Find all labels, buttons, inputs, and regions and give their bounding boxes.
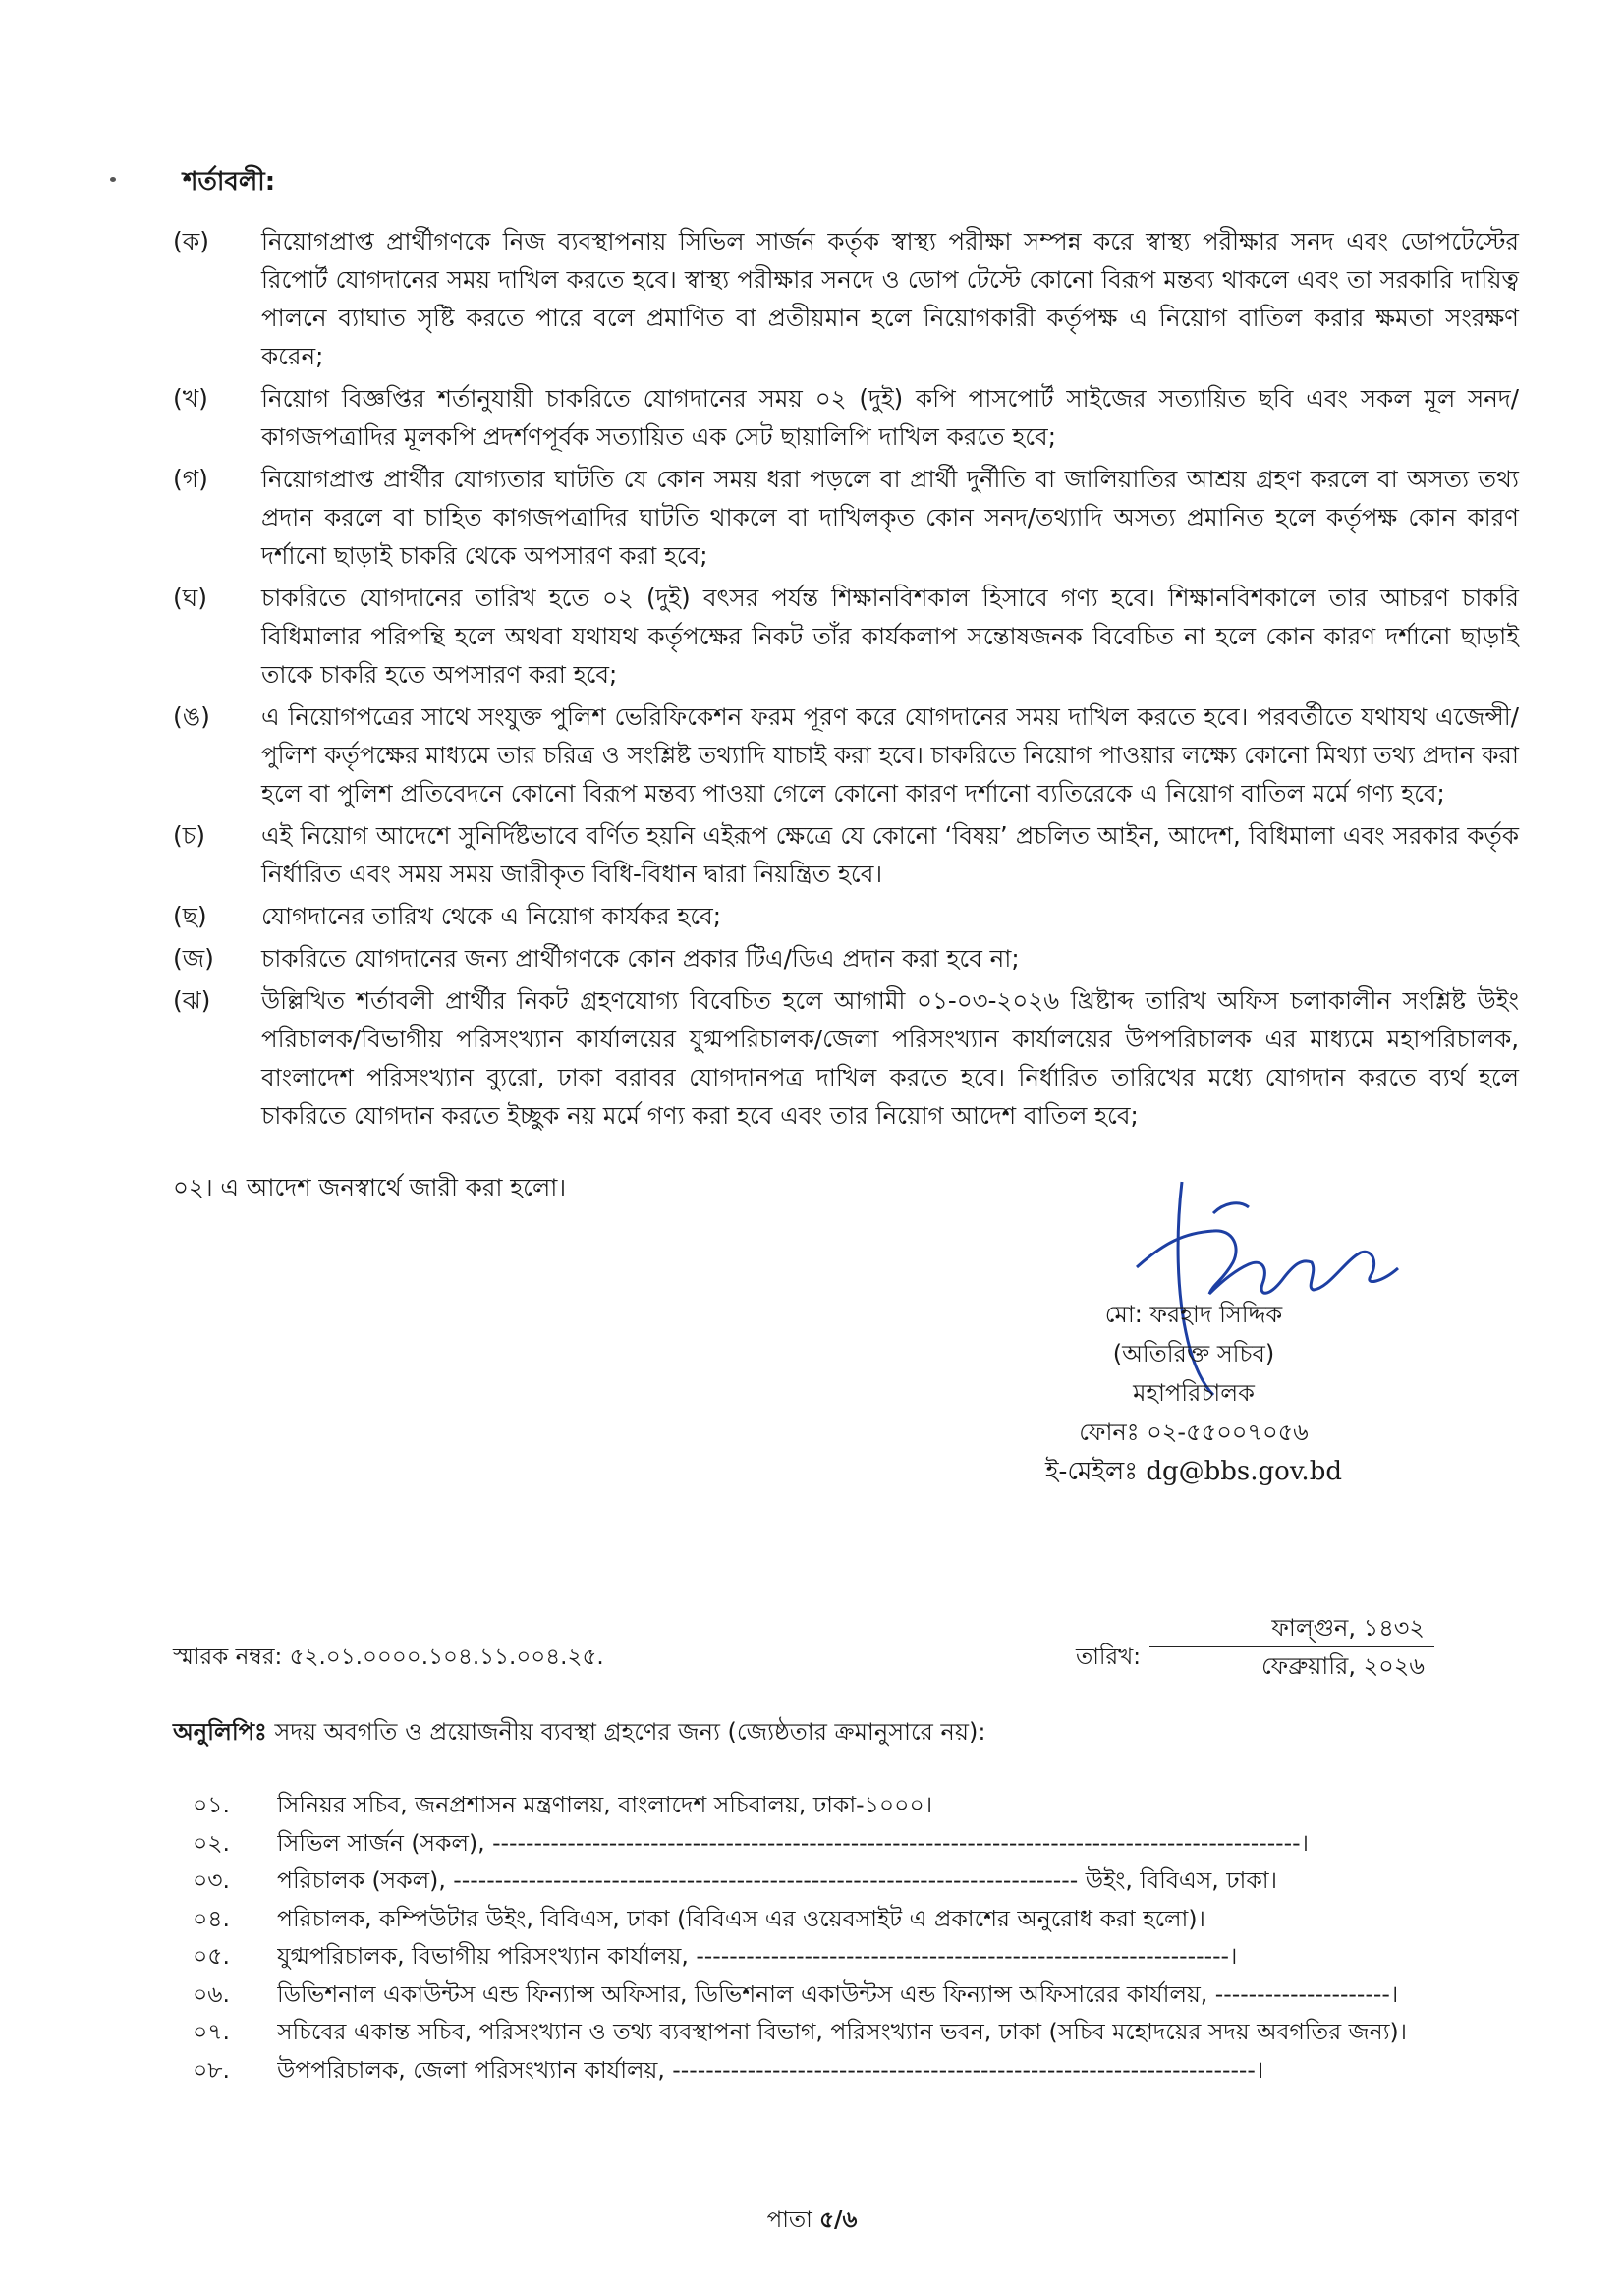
- condition-text: নিয়োগ বিজ্ঞপ্তির শর্তানুযায়ী চাকরিতে যোগদানের সময় ০২ (দুই) কপি পাসপোর্ট সাইজের সত্যায়িত ছবি এবং সকল মূল সনদ/কাগজপত্রাদির মূলকপি প্রদর্শণপূর্বক সত্যায়িত এক সেট ছায়ালিপি দাখিল করতে হবে;: [261, 384, 1519, 451]
- condition-item: [173, 222, 1519, 375]
- copies-list: [193, 1786, 1539, 2089]
- copy-text: যুগ্মপরিচালক, বিভাগীয় পরিসংখ্যান কার্যালয়, ----------------------------------------------------------------।: [277, 1942, 1238, 1970]
- email-label: ই-মেইলঃ: [1045, 1457, 1139, 1486]
- condition-label: (চ): [173, 821, 205, 850]
- copy-number: ০৭.: [193, 2018, 231, 2045]
- condition-item: [173, 379, 1519, 456]
- copy-text: সিভিল সার্জন (সকল), -------------------------------------------------------------------------------------------------।: [277, 1828, 1310, 1857]
- date-block: [1149, 1611, 1434, 1681]
- copy-recipient: [193, 1900, 1539, 1938]
- copy-number: ০৮.: [193, 2055, 230, 2084]
- copy-recipient: [193, 1976, 1539, 2014]
- copy-number: ০৬.: [193, 1979, 231, 2008]
- date-label: তারিখ:: [1076, 1644, 1142, 1670]
- condition-label: (ছ): [173, 902, 207, 930]
- memo-value: ৫২.০১.০০০০.১০৪.১১.০০৪.২৫.: [289, 1644, 604, 1670]
- scan-speck: [110, 177, 116, 182]
- signature-block: [982, 1295, 1405, 1491]
- condition-item: [173, 981, 1519, 1135]
- conditions-heading: শর্তাবলী:: [183, 167, 276, 196]
- condition-item: [173, 697, 1519, 812]
- signatory-designation: মহাপরিচালক: [1133, 1379, 1255, 1407]
- copy-text: সিনিয়র সচিব, জনপ্রশাসন মন্ত্রণালয়, বাংলাদেশ সচিবালয়, ঢাকা-১০০০।: [277, 1791, 933, 1818]
- condition-text: নিয়োগপ্রাপ্ত প্রার্থীগণকে নিজ ব্যবস্থাপনায় সিভিল সার্জন কর্তৃক স্বাস্থ্য পরীক্ষা সম্পন্ন করে স্বাস্থ্য পরীক্ষার সনদ এবং ডোপটেস্টের রিপোর্ট যোগদানের সময় দাখিল করতে হবে। স্বাস্থ্য পরীক্ষার সনদে ও ডোপ টেস্টে কোনো বিরূপ মন্তব্য থাকলে এবং তা সরকারি দায়িত্ব পালনে ব্যাঘাত সৃষ্টি করতে পারে বলে প্রমাণিত বা প্রতীয়মান হলে নিয়োগকারী কর্তৃপক্ষ এ নিয়োগ বাতিল করার ক্ষমতা সংরক্ষণ করেন;: [261, 227, 1519, 370]
- memo-number: [173, 1639, 604, 1677]
- condition-item: [173, 939, 1519, 977]
- signatory-phone: ফোনঃ ০২-৫৫০০৭০৫৬: [1079, 1419, 1309, 1446]
- copy-recipient: [193, 1824, 1539, 1863]
- page-label: পাতা: [766, 2207, 812, 2233]
- copy-number: ০১.: [193, 1791, 230, 1818]
- condition-label: (ক): [173, 227, 209, 255]
- condition-label: (গ): [173, 465, 208, 493]
- condition-item: [173, 816, 1519, 893]
- copy-number: ০৫.: [193, 1942, 230, 1970]
- condition-text: উল্লিখিত শর্তাবলী প্রার্থীর নিকট গ্রহণযোগ্য বিবেচিত হলে আগামী ০১-০৩-২০২৬ খ্রিষ্টাব্দ তারিখ অফিস চলাকালীন সংশ্লিষ্ট উইং পরিচালক/বিভাগীয় পরিসংখ্যান কার্যালয়ের যুগ্মপরিচালক/জেলা পরিসংখ্যান কার্যালয়ের উপপরিচালক এর মাধ্যমে মহাপরিচালক, বাংলাদেশ পরিসংখ্যান ব্যুরো, ঢাকা বরাবর যোগদানপত্র দাখিল করতে হবে। নির্ধারিত তারিখের মধ্যে যোগদান করতে ব্যর্থ হলে চাকরিতে যোগদান করতে ইচ্ছুক নয় মর্মে গণ্য করা হবে এবং তার নিয়োগ আদেশ বাতিল হবে;: [261, 986, 1519, 1130]
- condition-label: (ঙ): [173, 702, 210, 731]
- copy-recipient: [193, 1786, 1539, 1824]
- copy-recipient: [193, 1937, 1539, 1976]
- condition-text: এই নিয়োগ আদেশে সুনির্দিষ্টভাবে বর্ণিত হয়নি এইরূপ ক্ষেত্রে যে কোনো ‘বিষয়’ প্রচলিত আইন, আদেশ, বিধিমালা এবং সরকার কর্তৃক নির্ধারিত এবং সময় সময় জারীকৃত বিধি-বিধান দ্বারা নিয়ন্ত্রিত হবে।: [261, 821, 1519, 888]
- condition-label: (ঝ): [173, 986, 211, 1015]
- memo-label: স্মারক নম্বর:: [173, 1644, 283, 1670]
- copies-heading: [173, 1714, 985, 1754]
- copy-text: উপপরিচালক, জেলা পরিসংখ্যান কার্যালয়, ----------------------------------------------------------------------।: [277, 2055, 1264, 2084]
- condition-text: নিয়োগপ্রাপ্ত প্রার্থীর যোগ্যতার ঘাটতি যে কোন সময় ধরা পড়লে বা প্রার্থী দুর্নীতি বা জালিয়াতির আশ্রয় গ্রহণ করলে বা অসত্য তথ্য প্রদান করলে বা চাহিত কাগজপত্রাদির ঘাটতি থাকলে বা দাখিলকৃত কোন সনদ/তথ্যাদি অসত্য প্রমানিত হলে কর্তৃপক্ষ কোন কারণ দর্শানো ছাড়াই চাকরি থেকে অপসারণ করা হবে;: [261, 465, 1519, 570]
- condition-label: (ঘ): [173, 584, 207, 612]
- condition-item: [173, 897, 1519, 935]
- order-statement: ০২। এ আদেশ জনস্বার্থে জারী করা হলো।: [173, 1173, 567, 1201]
- condition-text: চাকরিতে যোগদানের জন্য প্রার্থীগণকে কোন প্রকার টিএ/ডিএ প্রদান করা হবে না;: [261, 944, 1020, 973]
- copy-recipient: [193, 2051, 1539, 2089]
- copies-subtitle: সদয় অবগতি ও প্রয়োজনীয় ব্যবস্থা গ্রহণের জন্য (জ্যেষ্ঠতার ক্রমানুসারে নয়):: [274, 1718, 986, 1746]
- conditions-list: [173, 222, 1519, 1139]
- condition-label: (জ): [173, 944, 214, 973]
- condition-item: [173, 460, 1519, 575]
- condition-label: (খ): [173, 384, 208, 413]
- condition-item: [173, 579, 1519, 694]
- signatory-rank: (অতিরিক্ত সচিব): [1112, 1340, 1275, 1367]
- condition-text: যোগদানের তারিখ থেকে এ নিয়োগ কার্যকর হবে;: [261, 902, 722, 930]
- copy-text: পরিচালক (সকল), --------------------------------------------------------------------------- উইং, বিবিএস, ঢাকা।: [277, 1866, 1278, 1894]
- signatory-email-row: [982, 1452, 1405, 1491]
- date-divider: [1149, 1646, 1434, 1647]
- date-bangla: ফাল্গুন, ১৪৩২: [1271, 1614, 1425, 1642]
- condition-text: চাকরিতে যোগদানের তারিখ হতে ০২ (দুই) বৎসর পর্যন্ত শিক্ষানবিশকাল হিসাবে গণ্য হবে। শিক্ষানবিশকালে তার আচরণ চাকরি বিধিমালার পরিপন্থি হলে অথবা যথাযথ কর্তৃপক্ষের নিকট তাঁর কার্যকলাপ সন্তোষজনক বিবেচিত না হলে কোন কারণ দর্শানো ছাড়াই তাকে চাকরি হতে অপসারণ করা হবে;: [261, 584, 1519, 689]
- email-address: dg@bbs.gov.bd: [1146, 1457, 1342, 1486]
- copy-text: ডিভিশনাল একাউন্টস এন্ড ফিন্যান্স অফিসার, ডিভিশনাল একাউন্টস এন্ড ফিন্যান্স অফিসারের কার্যালয়, ---------------------।: [277, 1979, 1399, 2008]
- copy-text: সচিবের একান্ত সচিব, পরিসংখ্যান ও তথ্য ব্যবস্থাপনা বিভাগ, পরিসংখ্যান ভবন, ঢাকা (সচিব মহোদয়ের সদয় অবগতির জন্য)।: [277, 2018, 1408, 2045]
- page-number: ৫/৬: [819, 2207, 858, 2233]
- copy-number: ০৪.: [193, 1904, 230, 1932]
- page-footer: [0, 2201, 1624, 2240]
- copies-title: অনুলিপিঃ: [173, 1718, 267, 1746]
- signatory-name: মো: ফরহাদ সিদ্দিক: [1104, 1301, 1283, 1328]
- date-english: ফেব্রুয়ারি, ২০২৬: [1260, 1652, 1425, 1680]
- copy-number: ০৩.: [193, 1866, 231, 1894]
- copy-text: পরিচালক, কম্পিউটার উইং, বিবিএস, ঢাকা (বিবিএস এর ওয়েবসাইট এ প্রকাশের অনুরোধ করা হলো)।: [277, 1904, 1205, 1932]
- copy-recipient: [193, 1862, 1539, 1900]
- copy-number: ০২.: [193, 1828, 231, 1857]
- condition-text: এ নিয়োগপত্রের সাথে সংযুক্ত পুলিশ ভেরিফিকেশন ফরম পূরণ করে যোগদানের সময় দাখিল করতে হবে। পরবর্তীতে যথাযথ এজেন্সী/ পুলিশ কর্তৃপক্ষের মাধ্যমে তার চরিত্র ও সংশ্লিষ্ট তথ্যাদি যাচাই করা হবে। চাকরিতে নিয়োগ পাওয়ার লক্ষ্যে কোনো মিথ্যা তথ্য প্রদান করা হলে বা পুলিশ প্রতিবেদনে কোনো বিরূপ মন্তব্য পাওয়া গেলে কোনো কারণ দর্শানো ব্যতিরেকে এ নিয়োগ বাতিল মর্মে গণ্য হবে;: [261, 702, 1519, 808]
- copy-recipient: [193, 2013, 1539, 2051]
